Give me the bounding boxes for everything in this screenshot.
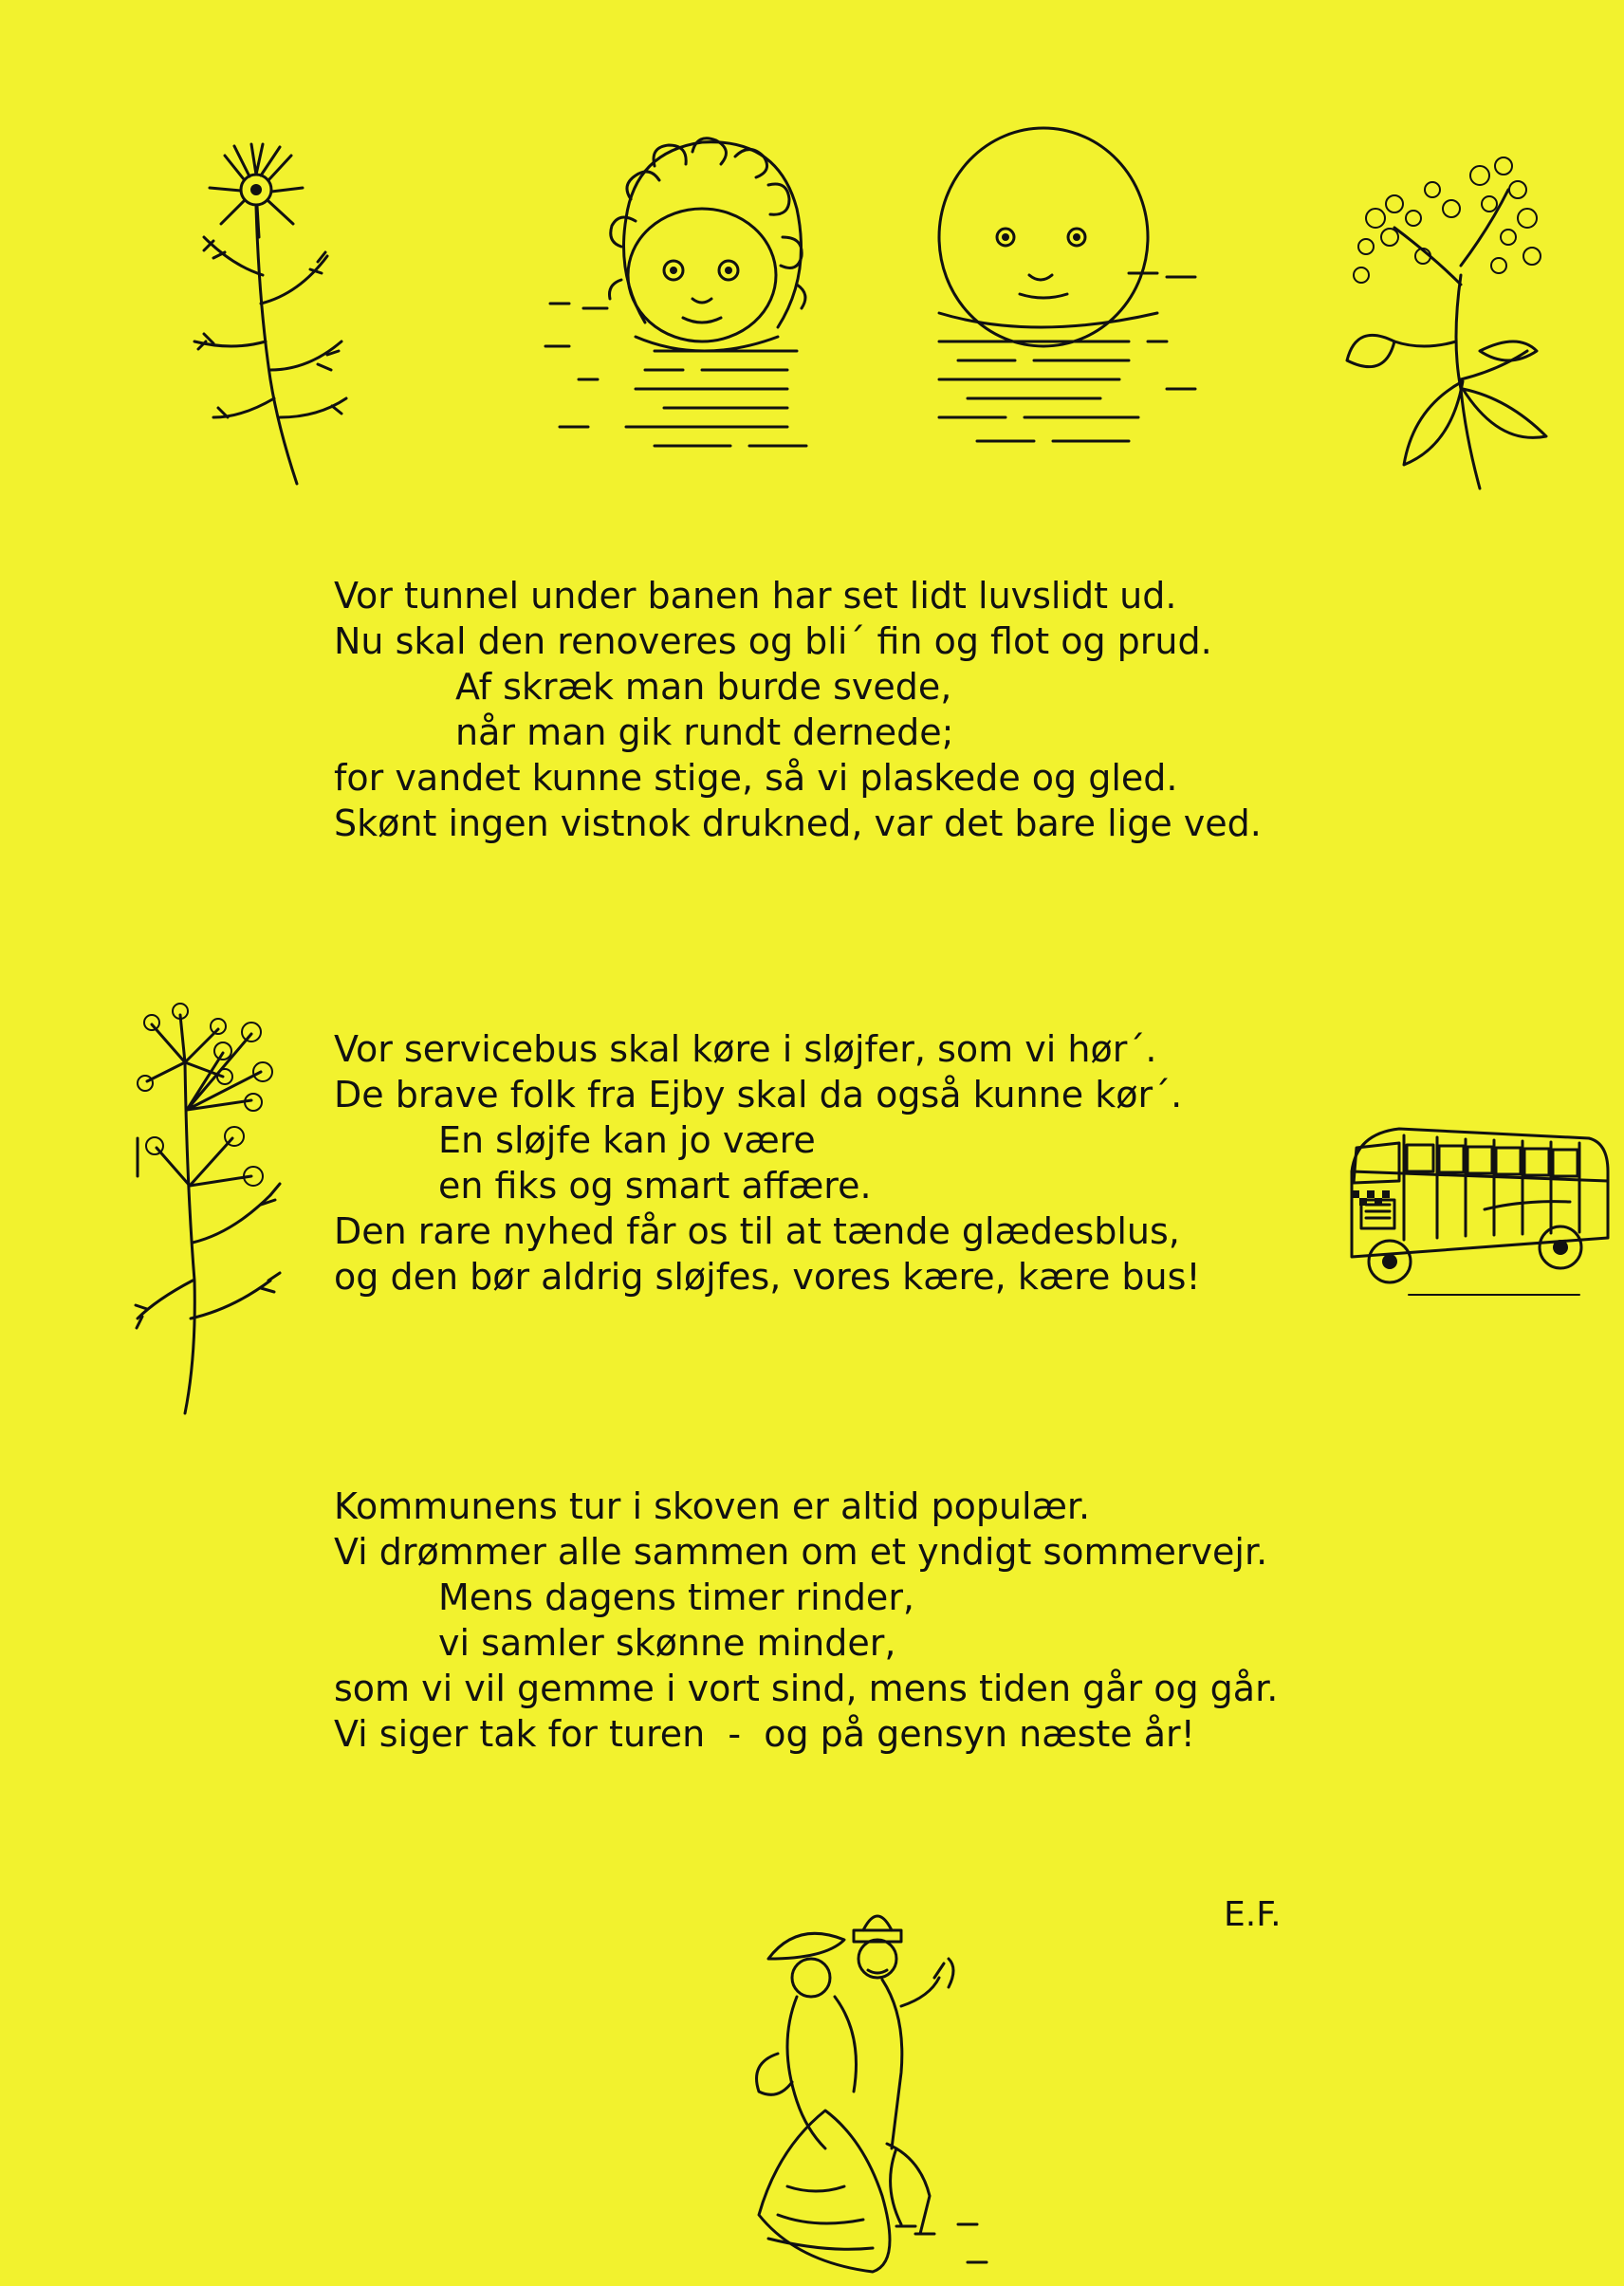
- poem-line: Af skræk man burde svede,: [455, 666, 952, 708]
- poem-line: når man gik rundt dernede;: [455, 711, 954, 753]
- poem-line: Kommunens tur i skoven er altid populær.: [334, 1485, 1091, 1527]
- poem-line: som vi vil gemme i vort sind, mens tiden går og går.: [334, 1668, 1279, 1709]
- poem-line: Vi siger tak for turen - og på gensyn næste år!: [334, 1713, 1195, 1755]
- poem-line: Nu skal den renoveres og bli´ fin og flot og prud.: [334, 620, 1212, 662]
- poem-line: En sløjfe kan jo være: [438, 1119, 816, 1161]
- poem-line: Vor servicebus skal køre i sløjfer, som vi hør´.: [334, 1028, 1157, 1070]
- poem-line: Vor tunnel under banen har set lidt luvslidt ud.: [334, 575, 1177, 617]
- poem-line: Vi drømmer alle sammen om et yndigt sommervejr.: [334, 1531, 1268, 1573]
- poem-line: og den bør aldrig sløjfes, vores kære, kære bus!: [334, 1256, 1201, 1298]
- stanza-2: [334, 1026, 1201, 1300]
- poem-line: De brave folk fra Ejby skal da også kunne kør´.: [334, 1074, 1183, 1115]
- poem-line: Den rare nyhed får os til at tænde glædesblus,: [334, 1210, 1180, 1252]
- poem-line: Skønt ingen vistnok drukned, var det bare lige ved.: [334, 802, 1262, 844]
- babies-in-water-icon: [541, 114, 1205, 484]
- stanza-3: [334, 1484, 1278, 1757]
- poem-line: Mens dagens timer rinder,: [438, 1576, 915, 1618]
- stanza-1: [334, 573, 1262, 846]
- signature: E.F.: [1224, 1895, 1282, 1934]
- vintage-bus-icon: [1333, 1115, 1617, 1304]
- flowering-branch-icon: [1338, 152, 1556, 493]
- poem-line: for vandet kunne stige, så vi plaskede og gled.: [334, 757, 1178, 799]
- poem-line: vi samler skønne minder,: [438, 1622, 896, 1664]
- dancing-couple-icon: [740, 1902, 1006, 2277]
- poem-line: en fiks og smart affære.: [438, 1165, 872, 1207]
- umbel-plant-icon: [128, 996, 318, 1413]
- daisy-flower-icon: [175, 133, 365, 493]
